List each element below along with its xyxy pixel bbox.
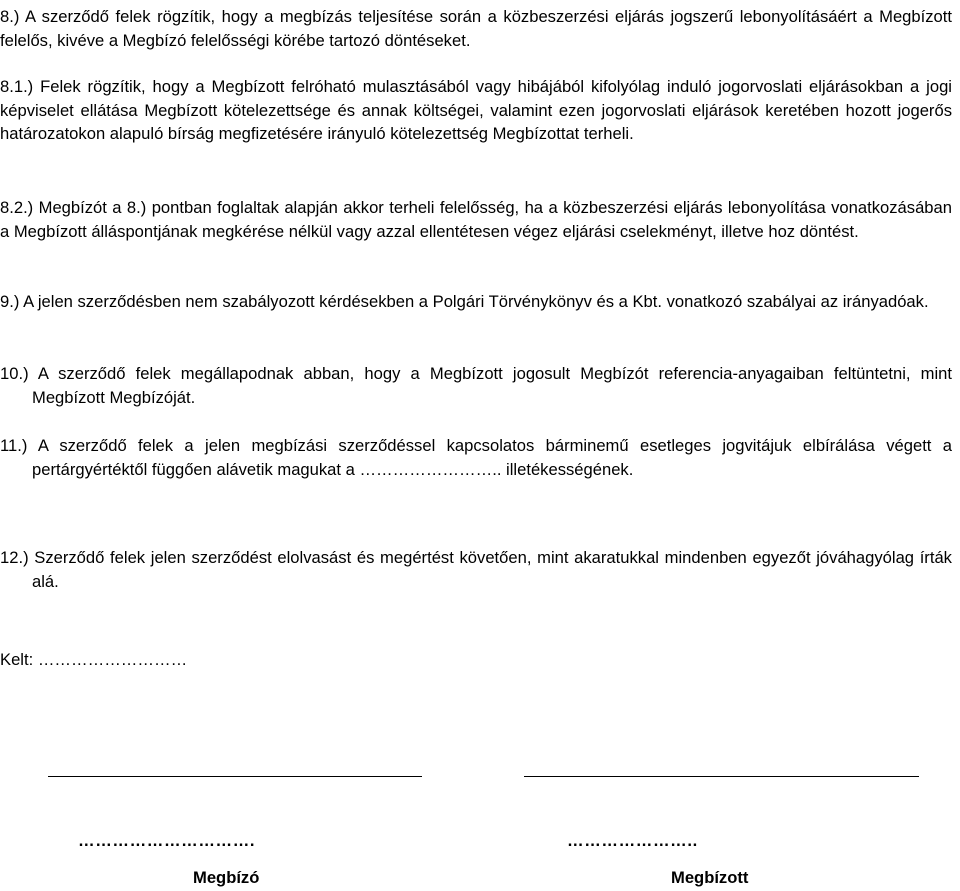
signer-megbizott: Megbízott bbox=[671, 868, 749, 887]
signature-dots-right: ………………….. bbox=[567, 831, 698, 850]
clause-12-text: Szerződő felek jelen szerződést elolvasást és megértést követően, mint akaratukkal mindenben egyezőt jóváhagyólag írták alá. bbox=[32, 548, 952, 591]
signature-line-left bbox=[48, 776, 422, 777]
clause-10 bbox=[0, 362, 952, 409]
clause-12-body bbox=[0, 546, 952, 593]
clause-8-1: 8.1.) Felek rögzítik, hogy a Megbízott felróható mulasztásából vagy hibájából kifolyólag induló jogorvoslati eljárásokban a jogi képviselet ellátása Megbízott kötelezettsége és annak költségei, valamint ezen jogorvoslati eljárások keretében hozott jogerős határozatokon alapuló bírság megfizetésére irányuló kötelezettség Megbízottat terheli. bbox=[0, 77, 952, 143]
clause-9-body bbox=[0, 290, 952, 314]
clause-8-2: 8.2.) Megbízót a 8.) pontban foglaltak alapján akkor terheli felelősség, ha a közbeszerzési eljárás lebonyolítása vonatkozásában a Megbízott álláspontjának megkérése nélkül vagy azzal ellentétesen végez eljárási cselekményt, illetve hoz döntést. bbox=[0, 198, 952, 241]
clause-10-label: 10.) bbox=[0, 364, 29, 383]
clause-9-text: A jelen szerződésben nem szabályozott kérdésekben a Polgári Törvénykönyv és a Kbt. vonatkozó szabályai az irányadóak. bbox=[23, 292, 929, 311]
signature-dots-left: …………………………. bbox=[78, 831, 256, 850]
clause-12 bbox=[0, 546, 952, 593]
date-line: Kelt: ……………………… bbox=[0, 650, 188, 669]
clause-12-label: 12.) bbox=[0, 548, 29, 567]
signature-line-right bbox=[524, 776, 919, 777]
clause-11-label: 11.) bbox=[0, 436, 28, 455]
clause-8: 8.) A szerződő felek rögzítik, hogy a megbízás teljesítése során a közbeszerzési eljárás jogszerű lebonyolításáért a Megbízott felelős, kivéve a Megbízó felelősségi körébe tartozó döntéseket. bbox=[0, 7, 952, 50]
clause-10-text: A szerződő felek megállapodnak abban, hogy a Megbízott jogosult Megbízót referencia-anyagaiban feltüntetni, mint Megbízott Megbízóját. bbox=[32, 364, 952, 407]
signer-megbizo: Megbízó bbox=[193, 868, 260, 887]
clause-11-text: A szerződő felek a jelen megbízási szerződéssel kapcsolatos bárminemű esetleges jogvitájuk elbírálása végett a pertárgyértéktől függően alávetik magukat a …………………….. illetékességének. bbox=[32, 436, 952, 479]
clause-10-body bbox=[0, 362, 952, 409]
clause-9-label: 9.) bbox=[0, 292, 20, 311]
clause-11-body bbox=[0, 434, 952, 481]
clause-9 bbox=[0, 290, 952, 314]
clause-11 bbox=[0, 434, 952, 481]
